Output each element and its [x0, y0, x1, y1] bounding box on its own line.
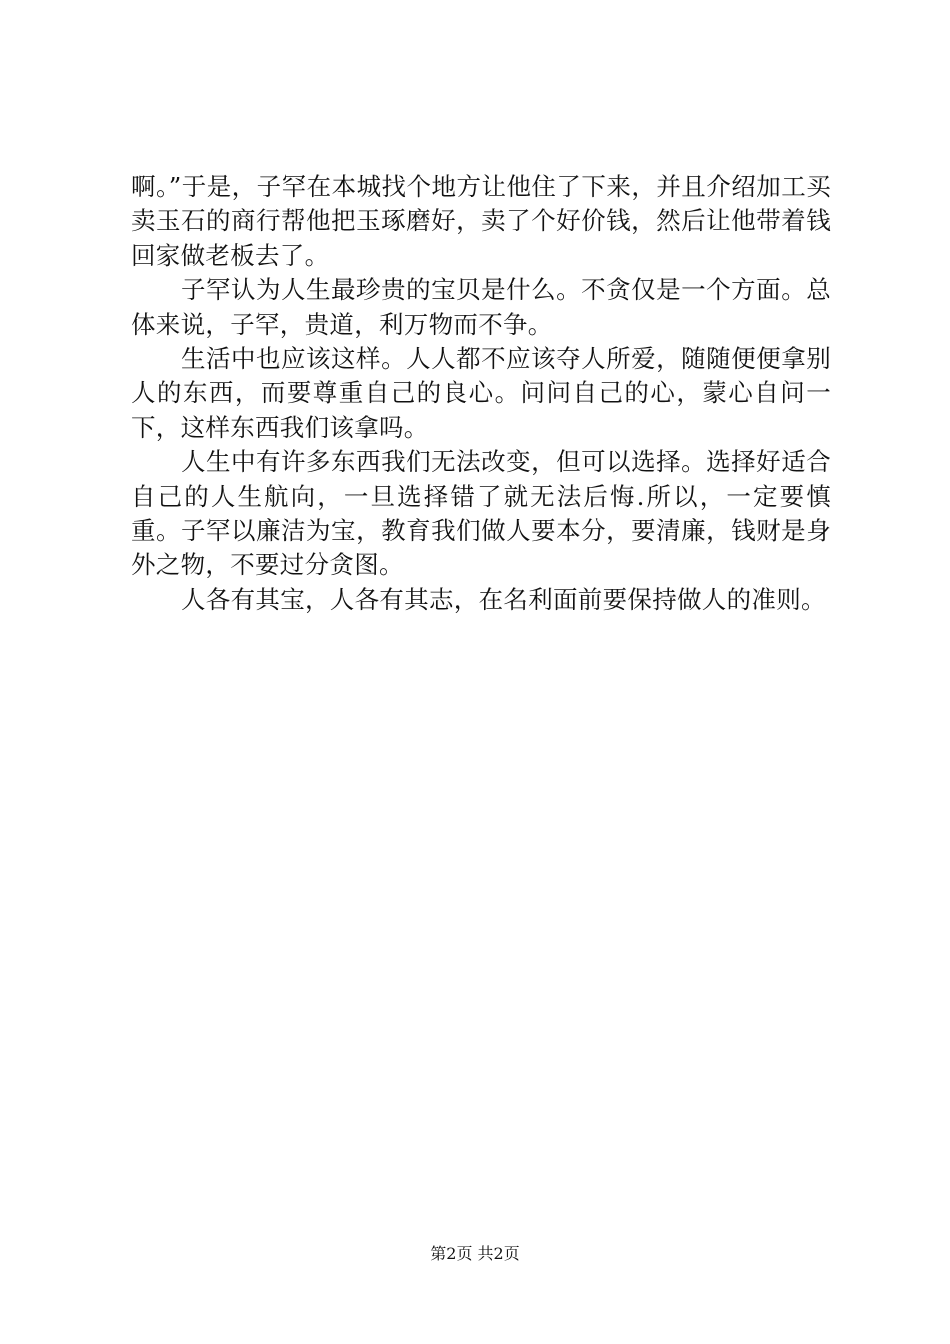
paragraph: 人各有其宝，人各有其志，在名利面前要保持做人的准则。	[181, 584, 826, 614]
page-footer	[0, 1243, 950, 1265]
paragraph: 人生中有许多东西我们无法改变，但可以选择。选择好适合自己的人生航向，一旦选择错了就无法后悔.所以，一定要慎重。子罕以廉洁为宝，教育我们做人要本分，要清廉，钱财是身外之物，不要过分贪图。	[131, 447, 831, 580]
document-body	[131, 170, 831, 617]
paragraph: 生活中也应该这样。人人都不应该夺人所爱，随随便便拿别人的东西，而要尊重自己的良心。问问自己的心，蒙心自问一下，这样东西我们该拿吗。	[131, 344, 831, 442]
paragraph: 子罕认为人生最珍贵的宝贝是什么。不贪仅是一个方面。总体来说，子罕，贵道，利万物而不争。	[131, 275, 831, 339]
page-number: 第2页 共2页	[430, 1244, 520, 1263]
paragraph-continued: 啊。”于是，子罕在本城找个地方让他住了下来，并且介绍加工买卖玉石的商行帮他把玉琢磨好，卖了个好价钱，然后让他带着钱回家做老板去了。	[131, 172, 831, 270]
